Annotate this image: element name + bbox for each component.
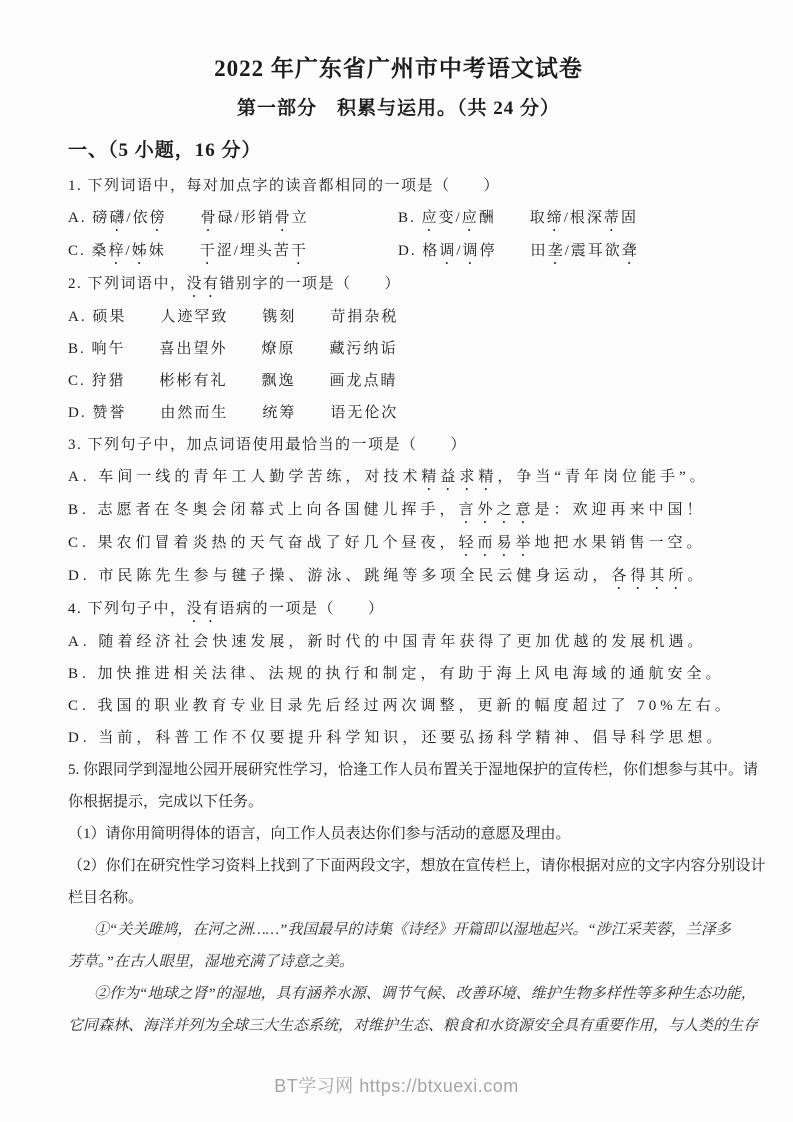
text-segment: 酬 取 bbox=[478, 210, 547, 226]
q4-stem bbox=[68, 593, 729, 626]
emphasized-text: 调 bbox=[462, 243, 480, 259]
emphasized-text: 梓 bbox=[108, 243, 126, 259]
q1-stem: 1. 下列词语中，每对加点字的读音都相同的一项是（ ） bbox=[68, 178, 501, 194]
question-area bbox=[68, 170, 766, 1042]
q5-passage-2-line-2: 它同森林、海洋并列为全球三大生态系统，对维护生态、粮食和水资源安全具有重要作用，与人类的生存 bbox=[68, 1018, 759, 1034]
text-segment: 地把水果销售一空。 bbox=[534, 535, 706, 551]
q5-task-1: （1）请你用简明得体的语言，向工作人员表达你们参与活动的意愿及理由。 bbox=[68, 826, 571, 842]
emphasized-text: 骨 bbox=[274, 210, 292, 226]
q4-option-c: C. 我国的职业教育专业目录先后经过两次调整，更新的幅度超过了 70%左右。 bbox=[68, 698, 734, 714]
emphasized-text: 聋 bbox=[621, 243, 639, 259]
section-header: 第一部分 积累与运用。（共 24 分） bbox=[236, 98, 560, 119]
text-segment: D. 市民陈先生参与毽子操、游泳、跳绳等多项全民云健身运动， bbox=[68, 568, 612, 584]
q5-task-2-line-1: （2）你们在研究性学习资料上找到了下面两段文字，想放在宣传栏上，请你根据对应的文字内容分别设计 bbox=[68, 858, 766, 874]
text-segment bbox=[167, 210, 201, 226]
emphasized-text: 应 bbox=[421, 210, 439, 226]
emphasized-text: 精益求精 bbox=[421, 469, 498, 485]
q2-option-d: D. 赞誉 由然而生 统筹 语无伦次 bbox=[68, 405, 399, 421]
q4-option-b: B. 加快推进相关法律、法规的执行和制定，有助于海上风电海域的通航安全。 bbox=[68, 666, 725, 682]
text-segment: 涩/埋头苦 bbox=[216, 243, 291, 259]
emphasized-text: 调 bbox=[439, 243, 457, 259]
emphasized-text: 礴 bbox=[109, 210, 127, 226]
text-segment: 2. 下列词语中， bbox=[68, 276, 187, 292]
q2-stem bbox=[68, 268, 729, 301]
emphasized-text: 轻而易举 bbox=[458, 535, 535, 551]
text-segment: 妹 bbox=[148, 243, 200, 259]
emphasized-text: 蒂 bbox=[603, 210, 621, 226]
emphasized-text: 垄 bbox=[547, 243, 565, 259]
emphasized-text: 姊 bbox=[131, 243, 149, 259]
q3-option-c bbox=[68, 527, 729, 560]
text-segment: 4. 下列句子中， bbox=[68, 601, 187, 617]
q1-options-row-2 bbox=[68, 235, 729, 268]
text-segment: C. 桑 bbox=[68, 243, 109, 259]
text-segment: 停 田 bbox=[479, 243, 548, 259]
text-segment: 立 bbox=[291, 210, 309, 226]
text-segment: 语病的一项是（ ） bbox=[219, 601, 385, 617]
text-segment: /根深 bbox=[563, 210, 604, 226]
q2-option-c: C. 狩猎 彬彬有礼 飘逸 画龙点睛 bbox=[68, 373, 398, 389]
watermark: BT学习网 https://btxuexi.com bbox=[274, 1076, 519, 1096]
q4-option-a: A. 随着经济社会快速发展，新时代的中国青年获得了更加优越的发展机遇。 bbox=[68, 634, 707, 650]
emphasized-text: 缔 bbox=[546, 210, 564, 226]
text-segment: A. 磅 bbox=[68, 210, 110, 226]
emphasized-text: 没有 bbox=[186, 276, 220, 292]
emphasized-text: 各得其所 bbox=[611, 568, 688, 584]
emphasized-text: 傍 bbox=[149, 210, 167, 226]
page-title: 2022 年广东省广州市中考语文试卷 bbox=[214, 56, 583, 81]
q2-option-b: B. 响午 喜出望外 燎原 藏污纳诟 bbox=[68, 341, 398, 357]
q5-passage-1-line-1: ①“关关雎鸠，在河之洲……”我国最早的诗集《诗经》开篇即以湿地起兴。“涉江采芙蓉，兰泽多 bbox=[94, 922, 731, 938]
q5-passage-2-line-1: ②作为“地球之肾”的湿地，具有涵养水源、调节气候、改善环境、维护生物多样性等多种生态功能， bbox=[94, 986, 756, 1002]
q5-stem-line-2: 你根据提示，完成以下任务。 bbox=[68, 794, 264, 810]
emphasized-text: 骨 bbox=[200, 210, 218, 226]
emphasized-text: 应 bbox=[461, 210, 479, 226]
text-segment: 。 bbox=[687, 568, 707, 584]
q1-option-c bbox=[68, 235, 398, 268]
text-segment: ，争当“青年岗位能手”。 bbox=[497, 469, 709, 485]
text-segment: B. bbox=[398, 210, 422, 226]
text-segment: 变/ bbox=[438, 210, 462, 226]
q3-option-a bbox=[68, 461, 729, 494]
q2-option-a: A. 硕果 人迹罕致 镌刻 苛捐杂税 bbox=[68, 309, 399, 325]
q3-stem: 3. 下列句子中，加点词语使用最恰当的一项是（ ） bbox=[68, 437, 468, 453]
q5-stem-line-1: 5. 你跟同学到湿地公园开展研究性学习，恰逢工作人员布置关于湿地保护的宣传栏，你们想参与其中。请 bbox=[68, 762, 759, 778]
q3-option-b bbox=[68, 494, 729, 527]
text-segment: D. 格 bbox=[398, 243, 440, 259]
text-segment: / bbox=[125, 243, 132, 259]
text-segment: /震耳欲 bbox=[564, 243, 622, 259]
text-segment: 错别字的一项是（ ） bbox=[219, 276, 402, 292]
text-segment: /依 bbox=[126, 210, 150, 226]
q1-option-b bbox=[398, 202, 729, 235]
q3-option-d bbox=[68, 560, 729, 593]
text-segment: / bbox=[456, 243, 463, 259]
q1-options-row-1 bbox=[68, 202, 729, 235]
emphasized-text: 干 bbox=[199, 243, 217, 259]
text-segment: C. 果农们冒着炎热的天气奋战了好几个昼夜， bbox=[68, 535, 459, 551]
text-segment: B. 志愿者在冬奥会闭幕式上向各国健儿挥手， bbox=[68, 502, 459, 518]
emphasized-text: 言外之意 bbox=[458, 502, 535, 518]
q4-option-d: D. 当前，科普工作不仅要提升科学知识，还要弘扬科学精神、倡导科学思想。 bbox=[68, 730, 726, 746]
text-segment: 固 bbox=[620, 210, 638, 226]
emphasized-text: 没有 bbox=[186, 601, 220, 617]
text-segment: 碌/形销 bbox=[217, 210, 275, 226]
text-segment: A. 车间一线的青年工人勤学苦练，对技术 bbox=[68, 469, 422, 485]
q1-option-a bbox=[68, 202, 398, 235]
part-header: 一、（5 小题，16 分） bbox=[68, 140, 262, 161]
emphasized-text: 干 bbox=[290, 243, 308, 259]
text-segment: 是：欢迎再来中国！ bbox=[534, 502, 706, 518]
q5-passage-1-line-2: 芳草。”在古人眼里，湿地充满了诗意之美。 bbox=[68, 954, 354, 970]
q5-task-2-line-2: 栏目名称。 bbox=[68, 890, 144, 906]
q1-option-d bbox=[398, 235, 729, 268]
